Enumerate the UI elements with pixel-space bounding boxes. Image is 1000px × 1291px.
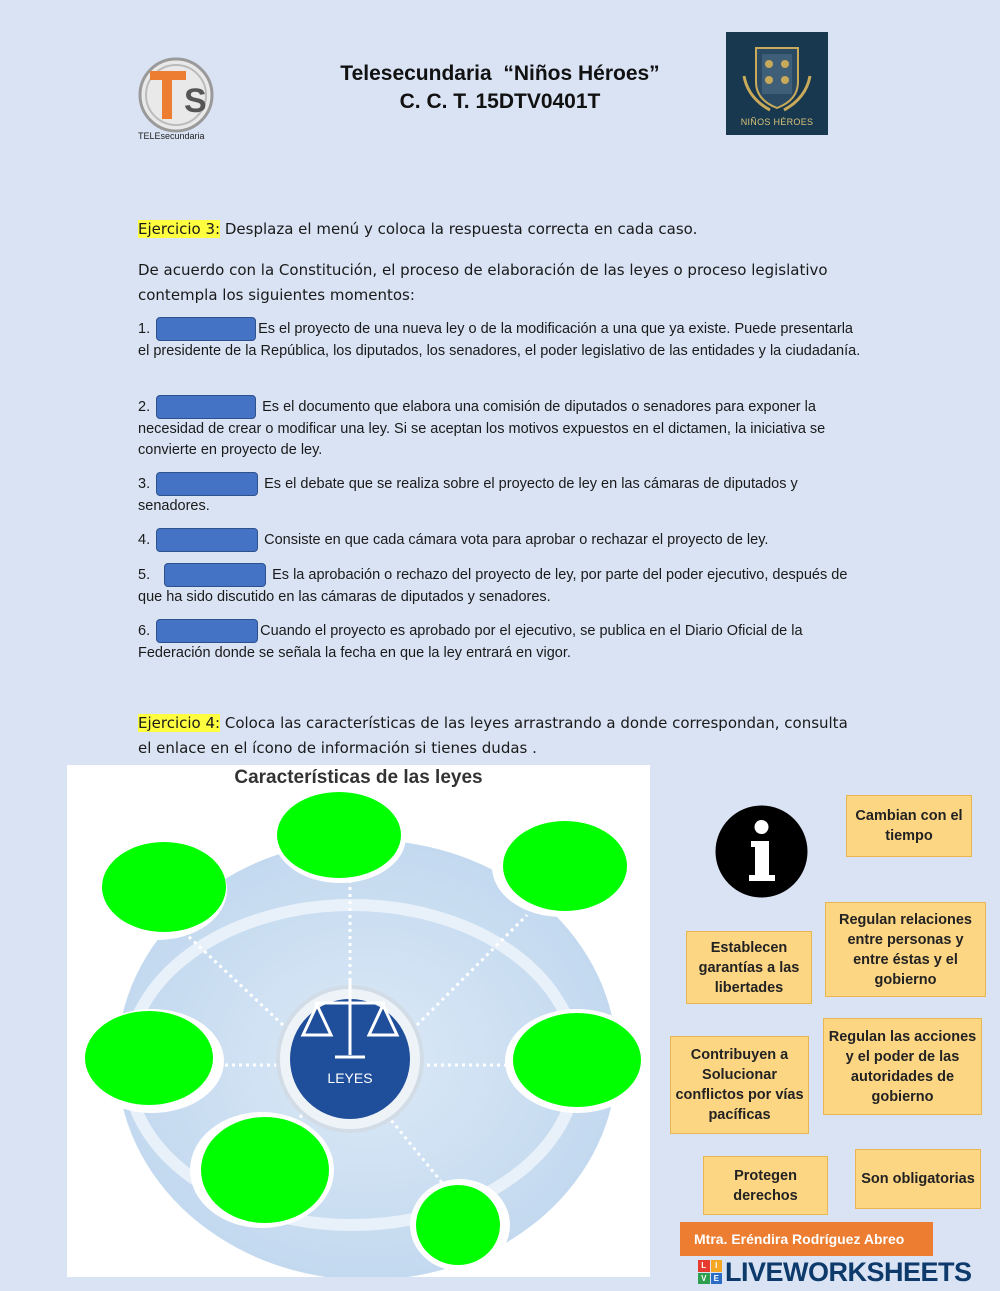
liveworksheets-logo bbox=[698, 1257, 972, 1287]
badge-letter: E bbox=[711, 1273, 723, 1285]
step-item-4 bbox=[138, 528, 868, 552]
liveworksheets-wordmark: LIVEWORKSHEETS bbox=[725, 1256, 972, 1287]
step-number: 4. bbox=[138, 531, 151, 548]
center-label: LEYES bbox=[327, 1070, 373, 1086]
badge-letter: I bbox=[711, 1260, 723, 1272]
answer-dropdown-5[interactable] bbox=[164, 563, 266, 587]
answer-dropdown-2[interactable] bbox=[156, 395, 256, 419]
svg-text:S: S bbox=[184, 82, 207, 120]
card-contribuyen-conflictos[interactable]: Contribuyen a Solucionar conflictos por vías pacíficas bbox=[670, 1036, 809, 1134]
answer-dropdown-4[interactable] bbox=[156, 528, 258, 552]
nh-logo-caption: NIÑOS HÉROES bbox=[740, 117, 814, 127]
step-item-2 bbox=[138, 395, 868, 461]
drop-target-4[interactable] bbox=[85, 1011, 213, 1105]
drop-target-5[interactable] bbox=[513, 1013, 641, 1107]
card-cambian-con-el-tiempo[interactable]: Cambian con el tiempo bbox=[846, 795, 972, 857]
exercise4-heading bbox=[138, 711, 858, 761]
exercise3-instruction: Desplaza el menú y coloca la respuesta correcta en cada caso. bbox=[220, 220, 698, 238]
drop-target-6[interactable] bbox=[201, 1117, 329, 1223]
exercise3-heading bbox=[138, 220, 878, 238]
card-regulan-relaciones[interactable]: Regulan relaciones entre personas y entre éstas y el gobierno bbox=[825, 902, 986, 997]
liveworksheets-badge-icon bbox=[698, 1260, 722, 1284]
exercise4-label: Ejercicio 4: bbox=[138, 714, 221, 732]
answer-dropdown-3[interactable] bbox=[156, 472, 258, 496]
step-number: 3. bbox=[138, 475, 151, 492]
exercise3-label: Ejercicio 3: bbox=[138, 220, 221, 238]
badge-letter: L bbox=[698, 1260, 710, 1272]
exercise3-intro: De acuerdo con la Constitución, el proceso de elaboración de las leyes o proceso legislativo contempla los siguientes momentos: bbox=[138, 261, 828, 304]
step-description: Cuando el proyecto es aprobado por el ejecutivo, se publica en el Diario Oficial de la Federación donde se señala la fecha en que la ley entrará en vigor. bbox=[138, 622, 803, 661]
drop-target-3[interactable] bbox=[503, 821, 627, 911]
step-item-1 bbox=[138, 317, 868, 362]
telesecundaria-logo bbox=[138, 57, 218, 143]
teacher-name: Mtra. Eréndira Rodríguez Abreo bbox=[680, 1222, 933, 1256]
step-number: 6. bbox=[138, 622, 151, 639]
step-description: Es el debate que se realiza sobre el proyecto de ley en las cámaras de diputados y senadores. bbox=[138, 475, 798, 514]
step-item-5 bbox=[138, 563, 868, 608]
card-establecen-garantias[interactable]: Establecen garantías a las libertades bbox=[686, 931, 812, 1004]
diagram-graphic bbox=[67, 765, 650, 1277]
card-regulan-acciones[interactable]: Regulan las acciones y el poder de las autoridades de gobierno bbox=[823, 1018, 982, 1115]
step-number: 2. bbox=[138, 398, 151, 415]
answer-dropdown-6[interactable] bbox=[156, 619, 258, 643]
ts-logo-caption: TELEsecundaria bbox=[138, 131, 205, 141]
answer-dropdown-1[interactable] bbox=[156, 317, 256, 341]
diagram-title: Características de las leyes bbox=[234, 767, 483, 788]
step-description: Es la aprobación o rechazo del proyecto de ley, por parte del poder ejecutivo, después de que ha sido discutido en las cámaras de diputados y senadores. bbox=[138, 566, 848, 605]
laws-diagram bbox=[67, 765, 650, 1277]
school-name: Telesecundaria “Niños Héroes” bbox=[340, 62, 660, 85]
page-title bbox=[280, 60, 720, 116]
card-son-obligatorias[interactable]: Son obligatorias bbox=[855, 1149, 981, 1209]
step-item-3 bbox=[138, 472, 868, 517]
step-item-6 bbox=[138, 619, 868, 664]
step-description: Consiste en que cada cámara vota para aprobar o rechazar el proyecto de ley. bbox=[260, 531, 769, 548]
step-description: Es el proyecto de una nueva ley o de la modificación a una que ya existe. Puede presentarla el presidente de la República, los diputados, los senadores, el poder legislativo de las entidades y la ciudadanía. bbox=[138, 320, 861, 359]
drop-target-7[interactable] bbox=[416, 1185, 500, 1265]
drop-target-1[interactable] bbox=[277, 792, 401, 878]
step-number: 5. bbox=[138, 566, 151, 583]
drop-target-2[interactable] bbox=[102, 842, 226, 932]
step-number: 1. bbox=[138, 320, 151, 337]
exercise4-instruction: Coloca las características de las leyes arrastrando a donde correspondan, consulta el enlace en el ícono de información si tienes dudas . bbox=[138, 714, 848, 757]
school-code: C. C. T. 15DTV0401T bbox=[399, 90, 601, 113]
ninos-heroes-logo bbox=[726, 32, 828, 135]
card-protegen-derechos[interactable]: Protegen derechos bbox=[703, 1156, 828, 1215]
info-icon[interactable] bbox=[715, 805, 808, 898]
step-description: Es el documento que elabora una comisión de diputados o senadores para exponer la necesidad de crear o modificar una ley. Si se aceptan los motivos expuestos en el dictamen, la iniciativa se convierte en proyecto de ley. bbox=[138, 398, 826, 458]
badge-letter: V bbox=[698, 1273, 710, 1285]
